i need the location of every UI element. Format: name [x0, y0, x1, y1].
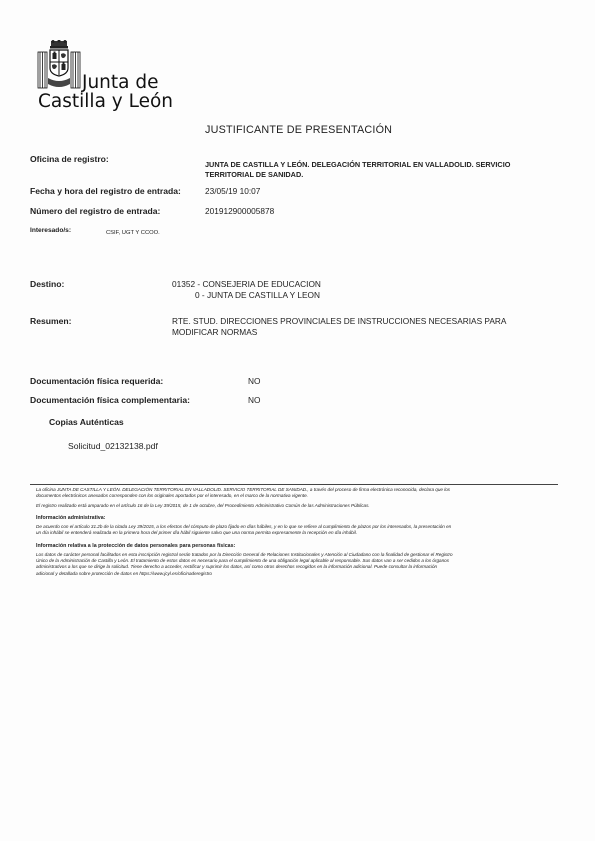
oficina-label: Oficina de registro: [30, 154, 109, 164]
crest-logo-icon [36, 40, 82, 96]
footer-p4-line2: Único de la Administración de Castilla y León. El tratamiento de estos datos es necesario para el cumplimiento de una obligación legal aplicable al responsable. Sus datos van a ser cedidos a los órganos [36, 558, 449, 564]
oficina-value-1: JUNTA DE CASTILLA Y LEÓN. DELEGACIÓN TERRITORIAL EN VALLADOLID. SERVICIO [205, 160, 511, 169]
doc-requerida-value: NO [248, 376, 261, 386]
fecha-value: 23/05/19 10:07 [205, 186, 261, 196]
interesados-label: Interesado/s: [30, 227, 72, 234]
page-title: JUSTIFICANTE DE PRESENTACIÓN [205, 124, 393, 136]
footer-p4-line4: adicional y detallada sobre protección de datos en https://www.jcyl.es/oficinaderegistro [36, 570, 212, 576]
attached-file-link[interactable]: Solicitud_02132138.pdf [68, 441, 158, 451]
destino-value-1: 01352 - CONSEJERIA DE EDUCACION [172, 279, 321, 289]
destino-label: Destino: [30, 279, 65, 289]
numero-label: Número del registro de entrada: [30, 206, 161, 216]
resumen-value-2: MODIFICAR NORMAS [172, 327, 258, 337]
fecha-label: Fecha y hora del registro de entrada: [30, 186, 181, 196]
footer-p4-line3: administrativos a los que se dirige la solicitud. Tiene derecho a acceder, rectificar y suprimir los datos, así como otros derechos recogidos en la información adicional. Puede consultar la información [36, 564, 438, 570]
copias-autenticas-label: Copias Auténticas [49, 417, 124, 427]
doc-complementaria-label: Documentación física complementaria: [30, 395, 190, 405]
resumen-label: Resumen: [30, 316, 72, 326]
footer-paragraph-4 [36, 552, 556, 577]
org-name-line2: Castilla y León [38, 91, 174, 112]
footer-paragraph-2: El registro realizado está amparado en el artículo 16 de la Ley 39/2015, de 1 de octubre, del Procedimiento Administrativo Común de las Administraciones Públicas. [36, 503, 370, 508]
destino-value-2: 0 - JUNTA DE CASTILLA Y LEON [195, 290, 320, 300]
footer-p1-line2: documentos electrónicos anexados corresponden con los originales aportados por el interesado, en el marco de la normativa vigente. [36, 493, 308, 499]
org-name-line1: Junta de [82, 72, 159, 93]
footer-paragraph-1 [36, 487, 556, 499]
resumen-value-1: RTE. STUD. DIRECCIONES PROVINCIALES DE INSTRUCCIONES NECESARIAS PARA [172, 316, 507, 326]
doc-requerida-label: Documentación física requerida: [30, 376, 164, 386]
footer-divider [30, 484, 558, 485]
doc-complementaria-value: NO [248, 395, 261, 405]
footer-p3-line1: De acuerdo con el artículo 31.2b de la citada Ley 39/2015, a los efectos del cómputo de plazo fijado en días hábiles, y en lo que se refiere al cumplimiento de plazos por los interesados, la presentación en [36, 524, 452, 529]
datos-personales-title: Información relativa a la protección de datos personales para personas físicas: [36, 543, 236, 549]
oficina-value-2: TERRITORIAL DE SANIDAD. [205, 170, 304, 179]
footer-p3-line2: un día inhábil se entenderá realizada en la primera hora del primer día hábil siguiente salvo que una norma permita expresamente la recepción en día inhábil. [36, 530, 357, 536]
footer-p1-line1: La oficina JUNTA DE CASTILLA Y LEÓN. DELEGACIÓN TERRITORIAL EN VALLADOLID. SERVICIO TERRITORIAL DE SANIDAD., a través del proceso de firma electrónica reconocida, declara que los [36, 487, 451, 492]
interesados-value: CSIF, UGT Y CCOO. [106, 230, 160, 236]
info-admin-title: Información administrativa: [36, 515, 106, 521]
footer-paragraph-3 [36, 524, 556, 536]
numero-value: 201912900005878 [205, 206, 275, 216]
footer-p4-line1: Los datos de carácter personal facilitados en esta inscripción registral serán tratados por la Dirección General de Relaciones Institucionales y Atención al Ciudadano con la finalidad de gestionar el Registro [36, 552, 453, 557]
